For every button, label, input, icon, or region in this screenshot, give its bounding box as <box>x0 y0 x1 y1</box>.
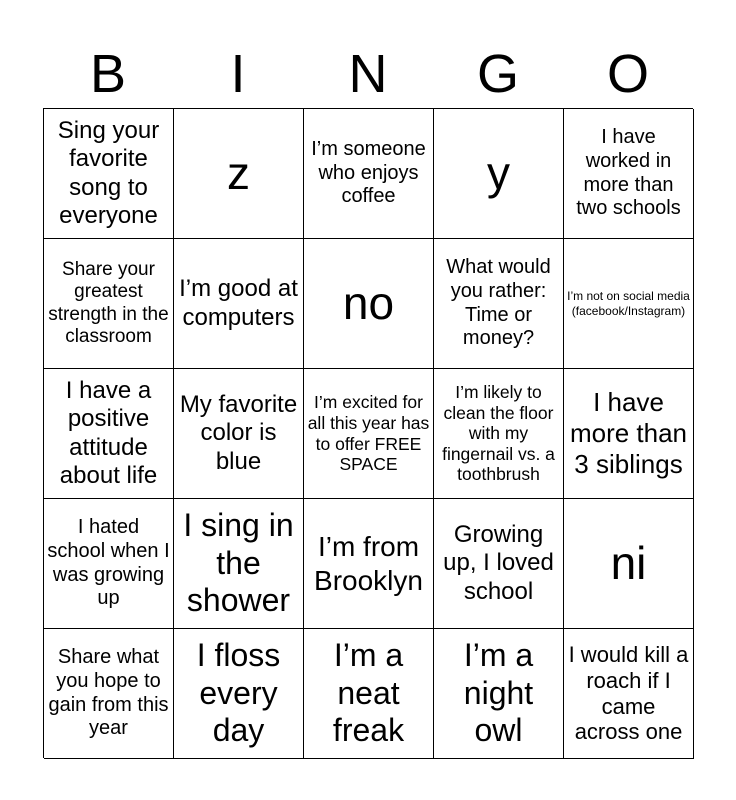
bingo-cell[interactable] <box>174 369 304 499</box>
bingo-cell[interactable] <box>564 629 694 759</box>
bingo-cell[interactable] <box>564 239 694 369</box>
cell-text: I have more than 3 siblings <box>569 387 688 479</box>
bingo-cell[interactable] <box>44 629 174 759</box>
header-letter-n: N <box>348 44 388 104</box>
cell-text: I have worked in more than two schools <box>576 126 681 220</box>
bingo-cell[interactable] <box>44 239 174 369</box>
bingo-cell[interactable] <box>434 629 564 759</box>
bingo-cell[interactable] <box>434 239 564 369</box>
bingo-cell[interactable] <box>564 369 694 499</box>
cell-text: I’m excited for all this year has to offer FREE SPACE <box>307 392 430 475</box>
cell-text: What would you rather: Time or money? <box>446 256 551 350</box>
bingo-cell[interactable] <box>304 629 434 759</box>
cell-text: z <box>227 147 250 200</box>
bingo-header <box>43 40 693 108</box>
cell-text: I’m someone who enjoys coffee <box>311 138 426 208</box>
cell-text: Growing up, I loved school <box>443 521 554 605</box>
header-letter-g: G <box>476 44 519 104</box>
cell-text: I have a positive attitude about life <box>59 376 158 489</box>
cell-text: My favorite color is blue <box>179 391 298 475</box>
cell-text: I would kill a roach if I came across one <box>568 641 689 745</box>
bingo-cell[interactable] <box>304 109 434 239</box>
bingo-cell[interactable] <box>434 499 564 629</box>
cell-text: no <box>342 277 395 330</box>
bingo-cell[interactable] <box>44 369 174 499</box>
cell-text: Sing your favorite song to everyone <box>57 116 160 229</box>
cell-text: I sing in the shower <box>183 506 294 619</box>
cell-text: I floss every day <box>196 636 281 749</box>
bingo-cell[interactable] <box>434 369 564 499</box>
bingo-cell[interactable] <box>434 109 564 239</box>
cell-text: Share what you hope to gain from this year <box>48 646 169 740</box>
bingo-cell[interactable] <box>44 499 174 629</box>
free-space-cell[interactable] <box>304 369 434 499</box>
header-letter-i: I <box>230 44 246 104</box>
bingo-cell[interactable] <box>304 239 434 369</box>
bingo-cell[interactable] <box>174 629 304 759</box>
cell-text: I’m good at computers <box>179 275 298 331</box>
bingo-cell[interactable] <box>44 109 174 239</box>
cell-text: Share your greatest strength in the classroom <box>48 258 169 347</box>
cell-text: I’m likely to clean the floor with my fingernail vs. a toothbrush <box>442 381 555 485</box>
bingo-grid <box>43 108 693 758</box>
cell-text: ni <box>610 537 647 590</box>
bingo-cell[interactable] <box>564 109 694 239</box>
header-letter-b: B <box>89 44 127 104</box>
cell-text: I’m not on social media (facebook/Instagram) <box>567 289 690 318</box>
bingo-cell[interactable] <box>174 109 304 239</box>
bingo-cell[interactable] <box>304 499 434 629</box>
cell-text: I’m a neat freak <box>332 636 405 749</box>
cell-text: I hated school when I was growing up <box>47 516 170 610</box>
bingo-cell[interactable] <box>564 499 694 629</box>
cell-text: I’m a night owl <box>463 636 534 749</box>
bingo-cell[interactable] <box>174 239 304 369</box>
cell-text: I’m from Brooklyn <box>314 531 423 596</box>
header-letter-o: O <box>606 44 649 104</box>
cell-text: y <box>487 147 510 200</box>
bingo-cell[interactable] <box>174 499 304 629</box>
